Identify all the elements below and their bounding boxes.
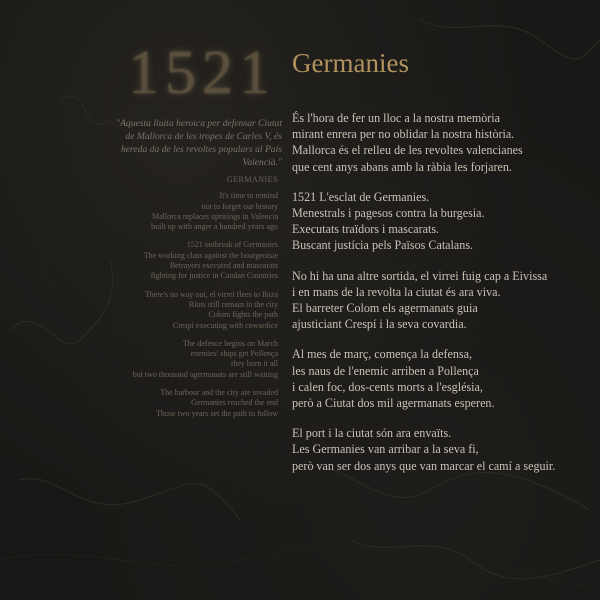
lyrics-line: que cent anys abans amb la ràbia les forjaren. bbox=[292, 159, 512, 174]
translation-line: fighting for justice in Catalan Countries bbox=[150, 271, 278, 281]
translation-stanza bbox=[108, 339, 278, 380]
lyrics-line: El barreter Colom els agermanats guia bbox=[292, 301, 478, 316]
lyrics-line: però a Ciutat dos mil agermanats esperen. bbox=[292, 396, 495, 411]
lyrics-stanza bbox=[292, 425, 592, 474]
translation-line: Betrayers executed and mascarats bbox=[169, 261, 278, 271]
lyrics-line: 1521 L'esclat de Germanies. bbox=[292, 189, 430, 204]
translation-line: The working class against the bourgeoisie bbox=[143, 250, 278, 260]
translation-stanza bbox=[108, 240, 278, 281]
translation-line: The defence begins on March bbox=[182, 338, 278, 348]
lyrics-line: Buscant justícia pels Països Catalans. bbox=[292, 238, 474, 253]
translation-line: 1521 outbreak of Germanies bbox=[186, 240, 278, 250]
translation-heading: GERMANIES bbox=[226, 175, 278, 184]
lyrics-block bbox=[292, 110, 592, 488]
lyrics-line: mirant enrera per no oblidar la nostra història. bbox=[292, 127, 515, 142]
translation-line: built up with anger a hundred years ago bbox=[151, 222, 278, 232]
translation-line: not to forget our history bbox=[201, 201, 278, 211]
translation-line: Riots still remain in the city bbox=[188, 299, 278, 309]
song-title: Germanies bbox=[292, 48, 409, 78]
translation-line: Mallorca replaces uprisings in Valencia bbox=[151, 211, 278, 221]
translation-line: they burn it all bbox=[231, 359, 278, 369]
lyrics-line: Mallorca és el relleu de les revoltes valencianes bbox=[292, 143, 523, 158]
album-year: 1521 bbox=[128, 39, 276, 107]
lyrics-line: Les Germanies van arribar a la seva fi, bbox=[292, 442, 479, 457]
lyrics-line: No hi ha una altre sortida, el virrei fuig cap a Eivissa bbox=[292, 268, 548, 283]
lyrics-stanza bbox=[292, 346, 592, 411]
translation-line: The harbour and the city are invaded bbox=[160, 388, 278, 398]
lyrics-line: Executats traïdors i mascarats. bbox=[292, 222, 440, 237]
translation-line: enemies' ships get Pollença bbox=[190, 349, 278, 359]
lyrics-line: El port i la ciutat són ara envaïts. bbox=[292, 426, 452, 441]
lyrics-line: les naus de l'enemic arriben a Pollença bbox=[292, 363, 479, 378]
translation-line: Germanies reached the end bbox=[191, 398, 278, 408]
english-translation bbox=[108, 175, 278, 427]
lyrics-stanza bbox=[292, 189, 592, 254]
translation-line: Those two years set the path to follow bbox=[156, 408, 278, 418]
lyrics-line: i calen foc, dos-cents morts a l'església, bbox=[292, 379, 483, 394]
translation-stanza bbox=[108, 191, 278, 232]
lyrics-line: i en mans de la revolta la ciutat és ara viva. bbox=[292, 284, 501, 299]
lyrics-line: Al mes de març, comença la defensa, bbox=[292, 347, 472, 362]
lyrics-line: És l'hora de fer un lloc a la nostra memòria bbox=[292, 111, 501, 125]
lyrics-stanzas bbox=[292, 110, 592, 474]
translation-line: Colom fights the path bbox=[208, 310, 278, 320]
lyrics-stanza bbox=[292, 110, 592, 175]
lyrics-line: però van ser dos anys que van marcar el camí a seguir. bbox=[292, 458, 556, 473]
translation-stanza bbox=[108, 388, 278, 419]
intro-quote: "Aquesta lluita heroica per defensar Ciutat de Mallorca de les tropes de Carles V, és hereda da de les revoltes populars al País Valencià." bbox=[116, 118, 282, 168]
translation-stanzas bbox=[108, 191, 278, 419]
translation-line: There's no way out, el virrei flees to Ibiza bbox=[144, 289, 278, 299]
lyrics-line: Menestrals i pagesos contra la burgesia. bbox=[292, 206, 485, 221]
translation-line: It's time to remind bbox=[219, 191, 278, 201]
translation-line: but two thousand agermanats are still waiting bbox=[132, 369, 278, 379]
translation-line: Crespí executing with cowardice bbox=[172, 320, 278, 330]
lyrics-line: ajusticiant Crespí i la seva covardia. bbox=[292, 317, 467, 332]
lyrics-stanza bbox=[292, 268, 592, 333]
translation-stanza bbox=[108, 290, 278, 331]
